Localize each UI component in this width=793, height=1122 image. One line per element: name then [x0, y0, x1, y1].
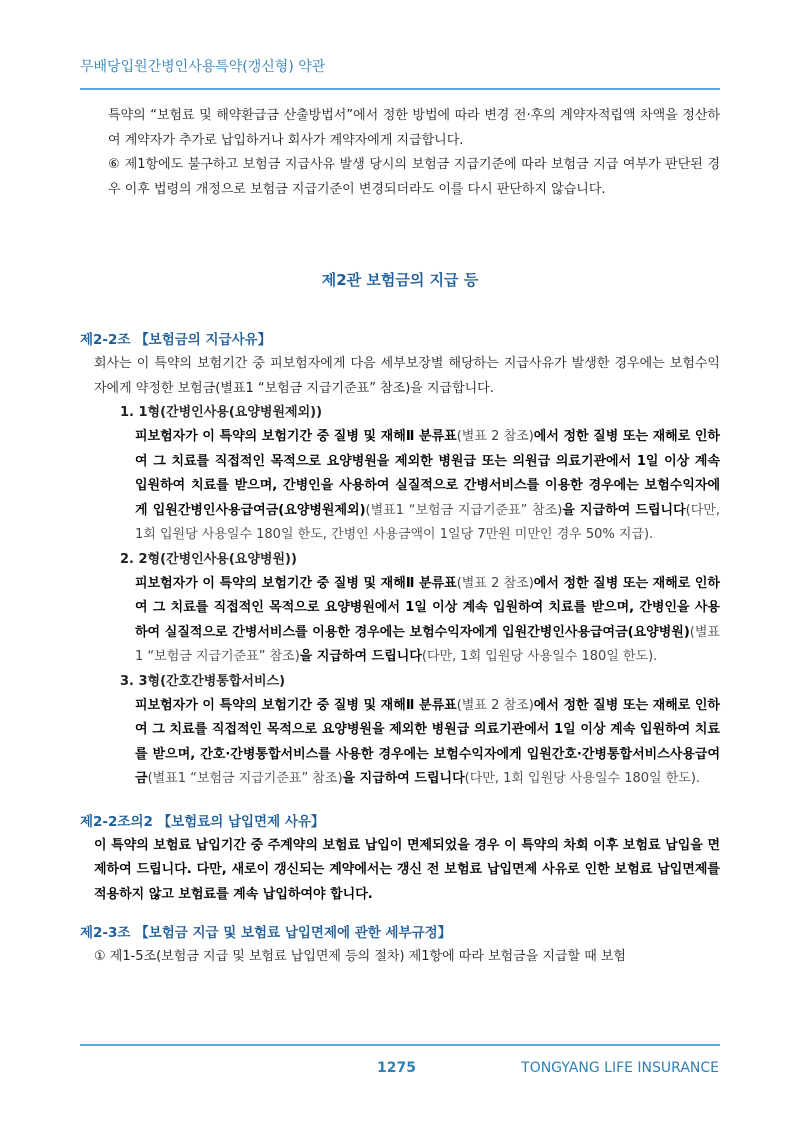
header-rule [80, 88, 720, 90]
section-title: 제2관 보험금의 지급 등 [321, 271, 479, 289]
footer-rule [80, 1044, 720, 1046]
benefit-item-3 [80, 670, 720, 792]
item-body: 피보험자가 이 특약의 보험기간 중 질병 및 재해Ⅱ 분류표(별표 2 참조)에서 정한 질병 또는 재해로 인하여 그 치료를 직접적인 목적으로 요양병원에서 1일 이상 계속 입원하여 치료를 받으며, 간병인을 사용하여 실질적으로 간병서비스를 이용한 경우에는 보험수익자에게 입원간병인사용급여금(요양병원)(별표1 “보험금 지급기준표” 참조)을 지급하여 드립니다(다만, 1회 입원당 사용일수 180일 한도). [135, 575, 720, 664]
item-body: 피보험자가 이 특약의 보험기간 중 질병 및 재해Ⅱ 분류표(별표 2 참조)에서 정한 질병 또는 재해로 인하여 그 치료를 직접적인 목적으로 요양병원을 제외한 병원급 또는 의원급 의료기관에서 1일 이상 계속 입원하여 치료를 받으며, 간병인을 사용하여 실질적으로 간병서비스를 이용한 경우에는 보험수익자에게 입원간병인사용급여금(요양병원제외)(별표1 “보험금 지급기준표” 참조)을 지급하여 드립니다(다만, 1회 입원당 사용일수 180일 한도, 간병인 사용금액이 1일당 7만원 미만인 경우 50% 지급). [135, 429, 720, 542]
running-header-title: 무배당입원간병인사용특약(갱신형) 약관 [80, 59, 326, 75]
item-heading: 2. 2형(간병인사용(요양병원)) [120, 551, 297, 567]
item-heading: 3. 3형(간호간병통합서비스) [120, 673, 286, 689]
item-heading: 1. 1형(간병인사용(요양병원제외)) [120, 405, 323, 420]
intro-paragraph-2: ⑥ 제1항에도 불구하고 보험금 지급사유 발생 당시의 보험금 지급기준에 따라 보험금 지급 여부가 판단된 경우 이후 법령의 개정으로 보험금 지급기준이 변경되더라도 이를 다시 판단하지 않습니다. [108, 157, 720, 197]
intro-paragraph-1: 특약의 “보험료 및 해약환급금 산출방법서”에서 정한 방법에 따라 변경 전·후의 계약자적립액 차액을 정산하여 계약자가 추가로 납입하거나 회사가 계약자에게 지급합니다. [108, 108, 720, 148]
item-body: 피보험자가 이 특약의 보험기간 중 질병 및 재해Ⅱ 분류표(별표 2 참조)에서 정한 질병 또는 재해로 인하여 그 치료를 직접적인 목적으로 요양병원을 제외한 병원급 의료기관에서 1일 이상 계속 입원하여 치료를 받으며, 간호·간병통합서비스를 사용한 경우에는 보험수익자에게 입원간호·간병통합서비스사용급여금(별표1 “보험금 지급기준표” 참조)을 지급하여 드립니다(다만, 1회 입원당 사용일수 180일 한도). [135, 697, 720, 786]
company-name: TONGYANG LIFE INSURANCE [521, 1060, 719, 1076]
benefit-item-1 [80, 401, 720, 548]
article-2-2-2-title: 제2-2조의2 【보험료의 납입면제 사유】 [80, 813, 325, 830]
article-2-3-text: ① 제1-5조(보험금 지급 및 보험료 납입면제 등의 절차) 제1항에 따라 보험금을 지급할 때 보험 [94, 949, 626, 964]
benefit-item-2 [80, 548, 720, 670]
page-number: 1275 [377, 1060, 416, 1076]
article-2-2-lead: 회사는 이 특약의 보험기간 중 피보험자에게 다음 세부보장별 해당하는 지급사유가 발생한 경우에는 보험수익자에게 약정한 보험금(별표1 “보험금 지급기준표” 참조)을 지급합니다. [94, 356, 720, 396]
article-2-2-2-text: 이 특약의 보험료 납입기간 중 주계약의 보험료 납입이 면제되었을 경우 이 특약의 차회 이후 보험료 납입을 면제하여 드립니다. 다만, 새로이 갱신되는 계약에서는 갱신 전 보험료 납입면제 사유로 인한 보험료 납입면제를 적용하지 않고 보험료를 계속 납입하여야 합니다. [94, 837, 720, 902]
article-2-2-title: 제2-2조 【보험금의 지급사유】 [80, 332, 272, 348]
page-body [80, 104, 720, 970]
article-2-3-title: 제2-3조 【보험금 지급 및 보험료 납입면제에 관한 세부규정】 [80, 925, 452, 941]
